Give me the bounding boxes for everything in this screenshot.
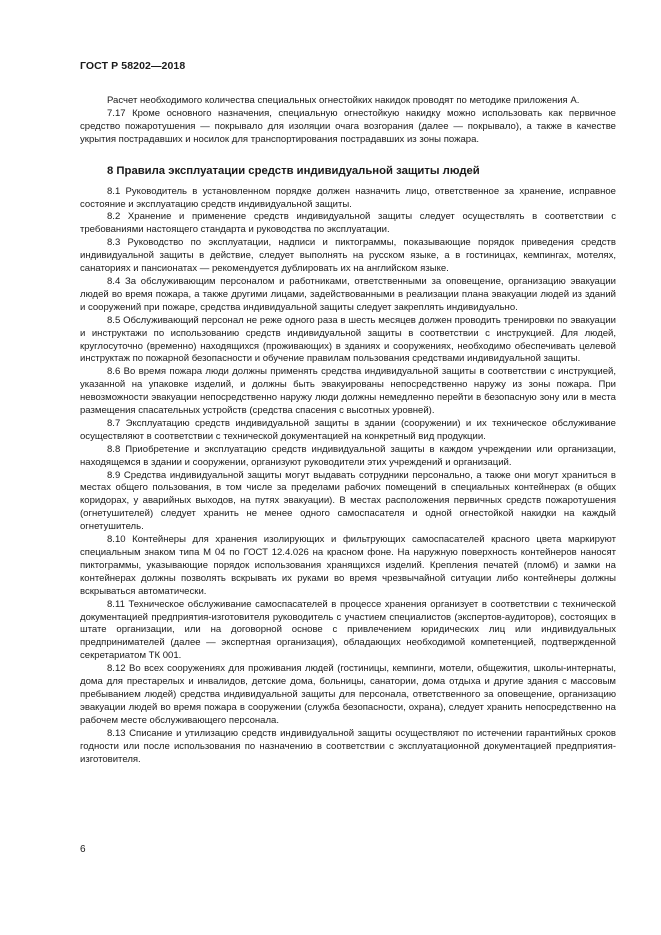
paragraph-8-3: 8.3 Руководство по эксплуатации, надписи и пиктограммы, показывающие порядок приведения средств индивидуальной защиты в действие, следует выполнять на русском языке, а в гостиницах, кемпингах, мотелях, санаториях и пансионатах — рекомендуется дублировать их на английском языке. xyxy=(80,237,616,275)
page-number: 6 xyxy=(80,844,86,855)
paragraph-8-9: 8.9 Средства индивидуальной защиты могут выдавать сотрудники персонально, а также они могут храниться в местах общего пользования, в том числе за пределами рабочих помещений в специальных контейнерах (в общих коридорах, у аварийных выходов, на путях эвакуации). В местах расположения первичных средств пожаротушения (огнетушителей) следует хранить не менее одного самоспасателя и одной огнестойкой накидки на каждый огнетушитель. xyxy=(80,469,616,533)
section-title: 8 Правила эксплуатации средств индивидуальной защиты людей xyxy=(107,164,480,177)
paragraph-8-11: 8.11 Техническое обслуживание самоспасателей в процессе хранения организует в соответствии с технической документацией предприятия-изготовителя руководитель с участием специалистов (экспертов-аудиторов), состоящих в штате организации, или на договорной основе с привлечением юридических лиц или индивидуальных предпринимателей (далее — экспертная организация), обладающих необходимой компетенцией, подтвержденной секретариатом ТК 001. xyxy=(80,598,616,662)
paragraph-8-8: 8.8 Приобретение и эксплуатацию средств индивидуальной защиты в каждом учреждении или организации, находящемся в здании и сооружении, организуют руководители этих учреждений и организаций. xyxy=(80,443,616,468)
paragraph-8-7: 8.7 Эксплуатацию средств индивидуальной защиты в здании (сооружении) и их техническое обслуживание осуществляют в соответствии с технической документацией на конкретный вид продукции. xyxy=(80,417,616,442)
paragraph-8-1: 8.1 Руководитель в установленном порядке должен назначить лицо, ответственное за хранение, исправное состояние и эксплуатацию средств индивидуальной защиты. xyxy=(80,185,616,210)
paragraph-8-10: 8.10 Контейнеры для хранения изолирующих и фильтрующих самоспасателей красного цвета маркируют специальным знаком типа М 04 по ГОСТ 12.4.026 на красном фоне. На наружную поверхность контейнеров наносят пиктограммы, указывающие порядок использования хранящихся изделий. Крепления печатей (пломб) и замки на контейнерах должны позволять вскрывать их руками во время чрезвычайной ситуации либо контейнеры должны вскрываться автоматически. xyxy=(80,534,616,597)
paragraph-8-13: 8.13 Списание и утилизацию средств индивидуальной защиты осуществляют по истечении гарантийных сроков годности или после использования по назначению в соответствии с эксплуатационной документацией предприятия-изготовителя. xyxy=(80,727,616,765)
page-content xyxy=(80,95,616,766)
paragraph-7-17: 7.17 Кроме основного назначения, специальную огнестойкую накидку можно использовать как первичное средство пожаротушения — покрывало для изоляции очага возгорания (далее — покрывало), а также в качестве укрытия пострадавших и носилок для транспортирования пострадавших из зоны пожара. xyxy=(80,107,616,145)
paragraph-annex-reference: Расчет необходимого количества специальных огнестойких накидок проводят по методике приложения А. xyxy=(107,95,580,106)
paragraph-8-2: 8.2 Хранение и применение средств индивидуальной защиты следует осуществлять в соответствии с требованиями настоящего стандарта и руководства по эксплуатации. xyxy=(80,211,616,236)
paragraph-8-12: 8.12 Во всех сооружениях для проживания людей (гостиницы, кемпинги, мотели, общежития, школы-интернаты, дома для престарелых и инвалидов, детские дома, больницы, санатории, дома отдыха и другие здания с массовым пребыванием людей) средства индивидуальной защиты для персонала, ответственного за оповещение, организацию эвакуации людей во время пожара в сооружении (служба безопасности, охрана), следует хранить непосредственно на рабочем месте обслуживающего персонала. xyxy=(80,663,616,726)
standard-header: ГОСТ Р 58202—2018 xyxy=(80,60,186,72)
paragraph-8-4: 8.4 За обслуживающим персоналом и работниками, ответственными за оповещение, организацию эвакуации людей во время пожара, а также другими лицами, задействованными в реализации плана эвакуации людей из зданий и сооружений при пожаре, средства индивидуальной защиты следует закреплять индивидуально. xyxy=(80,275,616,313)
paragraph-8-6: 8.6 Во время пожара люди должны применять средства индивидуальной защиты в соответствии с инструкцией, указанной на упаковке изделий, и должны быть эвакуированы непосредственно наружу из зоны пожара. При невозможности эвакуации непосредственно наружу люди должны немедленно перейти в безопасную зону или в места размещения спасательных устройств (средства спасения с высотных уровней). xyxy=(80,366,616,417)
paragraph-8-5: 8.5 Обслуживающий персонал не реже одного раза в шесть месяцев должен проводить тренировки по эвакуации и инструктажи по использованию средств индивидуальной защиты в соответствии с инструкцией. Для людей, круглосуточно (временно) находящихся (проживающих) в зданиях и сооружениях, необходимо обеспечивать целевой инструктаж по пожарной безопасности и обучение правилам пользования средствами индивидуальной защиты. xyxy=(80,314,616,365)
